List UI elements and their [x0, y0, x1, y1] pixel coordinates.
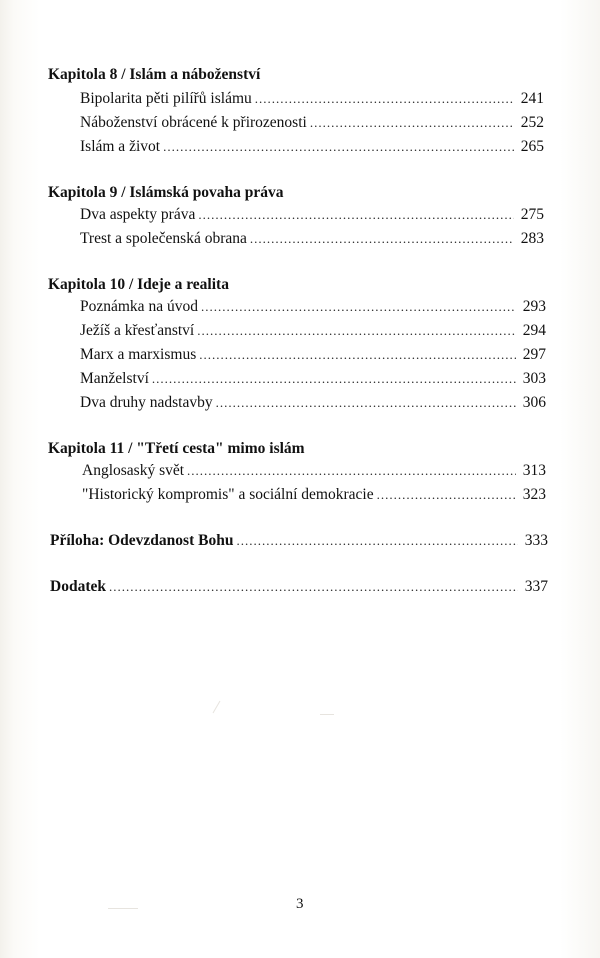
chapter-11-title: Kapitola 11 / "Třetí cesta" mimo islám	[48, 440, 305, 457]
page-smudge	[320, 714, 334, 715]
entry-page-number: 337	[524, 578, 548, 595]
toc-entry	[82, 462, 546, 480]
toc-entry	[80, 298, 546, 316]
toc-entry	[80, 206, 544, 224]
dot-leader	[163, 139, 514, 155]
entry-page-number: 303	[522, 370, 546, 387]
dot-leader	[201, 299, 516, 315]
dot-leader	[199, 347, 516, 363]
dot-leader	[198, 207, 514, 223]
chapter-9-title: Kapitola 9 / Islámská povaha práva	[48, 184, 284, 201]
entry-page-number: 275	[520, 206, 544, 223]
entry-label: Dva aspekty práva	[80, 206, 196, 223]
entry-label: Manželství	[80, 370, 149, 387]
page-smudge	[213, 701, 221, 714]
dot-leader	[216, 395, 516, 411]
entry-page-number: 294	[522, 322, 546, 339]
dot-leader	[250, 231, 514, 247]
toc-entry	[80, 230, 544, 248]
entry-label: Marx a marxismus	[80, 346, 197, 363]
toc-entry	[80, 114, 544, 132]
dot-leader	[109, 579, 518, 595]
page-smudge	[108, 908, 138, 909]
entry-page-number: 293	[522, 298, 546, 315]
dot-leader	[187, 463, 516, 479]
entry-page-number: 297	[522, 346, 546, 363]
entry-label: Příloha: Odevzdanost Bohu	[50, 532, 234, 549]
dot-leader	[310, 115, 514, 131]
entry-page-number: 283	[520, 230, 544, 247]
dot-leader	[236, 533, 518, 549]
toc-entry	[80, 322, 546, 340]
page-number: 3	[296, 896, 304, 912]
toc-entry	[80, 370, 546, 388]
toc-entry-supplement	[50, 578, 548, 596]
entry-label: Dodatek	[50, 578, 106, 595]
entry-label: Poznámka na úvod	[80, 298, 198, 315]
entry-page-number: 265	[520, 138, 544, 155]
entry-label: Islám a život	[80, 138, 161, 155]
dot-leader	[152, 371, 516, 387]
entry-page-number: 313	[522, 462, 546, 479]
chapter-10-title: Kapitola 10 / Ideje a realita	[48, 276, 229, 293]
chapter-8-title: Kapitola 8 / Islám a náboženství	[48, 66, 261, 83]
entry-page-number: 333	[524, 532, 548, 549]
toc-entry	[82, 486, 546, 504]
entry-page-number: 252	[520, 114, 544, 131]
entry-label: Náboženství obrácené k přirozenosti	[80, 114, 307, 131]
entry-page-number: 306	[522, 394, 546, 411]
entry-label: Ježíš a křesťanství	[80, 322, 195, 339]
entry-label: Dva druhy nadstavby	[80, 394, 213, 411]
entry-page-number: 323	[522, 486, 546, 503]
entry-label: "Historický kompromis" a sociální demokracie	[82, 486, 374, 503]
dot-leader	[377, 487, 516, 503]
dot-leader	[255, 91, 514, 107]
entry-label: Bipolarita pěti pilířů islámu	[80, 90, 252, 107]
toc-entry	[80, 138, 544, 156]
entry-label: Trest a společenská obrana	[80, 230, 247, 247]
toc-entry	[80, 346, 546, 364]
toc-entry-appendix	[50, 532, 548, 550]
entry-label: Anglosaský svět	[82, 462, 185, 479]
toc-entry	[80, 394, 546, 412]
toc-entry	[80, 90, 544, 108]
dot-leader	[197, 323, 516, 339]
entry-page-number: 241	[520, 90, 544, 107]
